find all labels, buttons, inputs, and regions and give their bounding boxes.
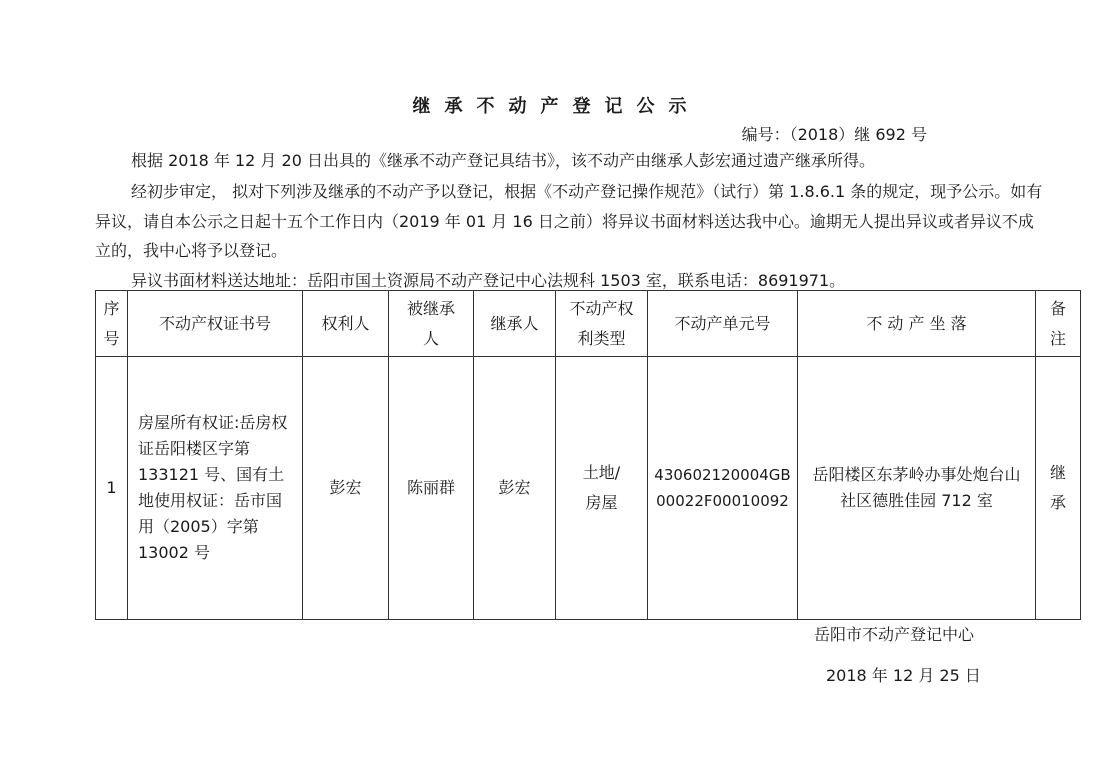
cell-owner: 彭宏 <box>303 357 389 620</box>
header-location: 不 动 产 坐 落 <box>798 291 1036 357</box>
table-row <box>96 357 1081 620</box>
header-seq: 序号 <box>96 291 128 357</box>
header-note: 备注 <box>1036 291 1081 357</box>
header-unit-no: 不动产单元号 <box>648 291 798 357</box>
cell-seq: 1 <box>96 357 128 620</box>
cell-heir: 彭宏 <box>474 357 556 620</box>
cell-location: 岳阳楼区东茅岭办事处炮台山社区德胜佳园 712 室 <box>798 357 1036 620</box>
paragraph-basis: 根据 2018 年 12 月 20 日出具的《继承不动产登记具结书》，该不动产由继承人彭宏通过遗产继承所得。 <box>131 151 875 170</box>
cell-note: 继承 <box>1036 357 1081 620</box>
header-decedent: 被继承人 <box>389 291 474 357</box>
cell-unit-no: 430602120004GB00022F00010092 <box>648 357 798 620</box>
cell-decedent: 陈丽群 <box>389 357 474 620</box>
paragraph-objection-address: 异议书面材料送达地址：岳阳市国土资源局不动产登记中心法规科 1503 室，联系电话：8691971。 <box>131 271 846 290</box>
header-cert: 不动产权证书号 <box>128 291 303 357</box>
cell-cert: 房屋所有权证:岳房权证岳阳楼区字第 133121 号、国有土地使用权证：岳市国用（2005）字第 13002 号 <box>128 357 303 620</box>
cell-right-type: 土地/房屋 <box>556 357 648 620</box>
registration-table <box>95 290 1081 620</box>
header-right-type: 不动产权利类型 <box>556 291 648 357</box>
header-heir: 继承人 <box>474 291 556 357</box>
paragraph-review: 经初步审定， 拟对下列涉及继承的不动产予以登记，根据《不动产登记操作规范》（试行）第 1.8.6.1 条的规定，现予公示。如有异议，请自本公示之日起十五个工作日内（2019 年 01 月 16 日之前）将异议书面材料送达我中心。逾期无人提出异议或者异议不成立的，我中心将予以登记。 <box>95 182 1043 260</box>
document-number: 编号：（2018）继 692 号 <box>741 125 927 144</box>
issuing-organization: 岳阳市不动产登记中心 <box>814 625 975 644</box>
issue-date: 2018 年 12 月 25 日 <box>826 666 981 685</box>
header-owner: 权利人 <box>303 291 389 357</box>
table-header-row <box>96 291 1081 357</box>
document-title: 继承不动产登记公示 <box>412 96 701 117</box>
